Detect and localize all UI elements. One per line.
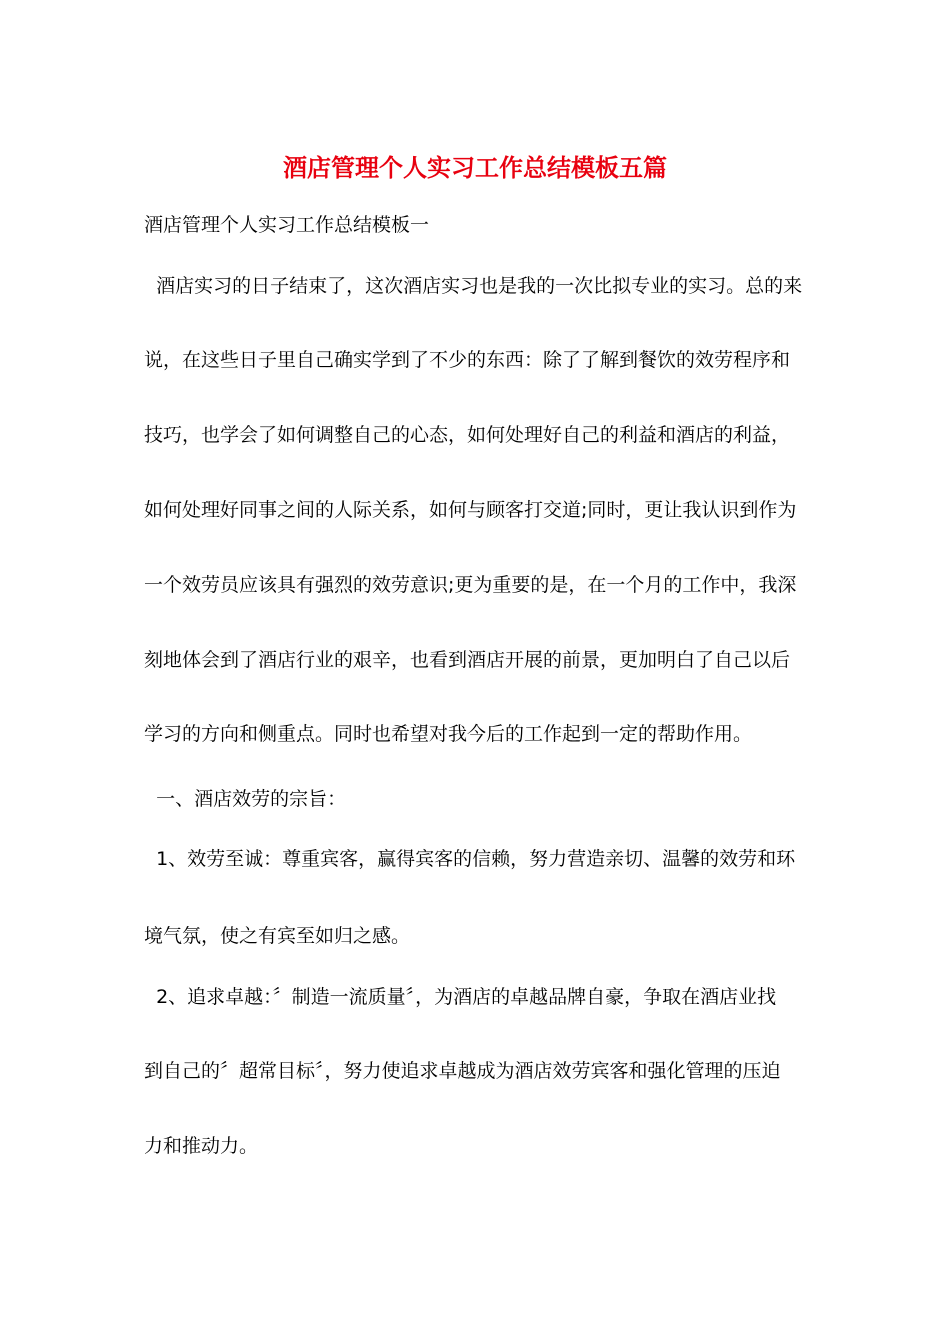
- paragraph-line: 学习的方向和侧重点。同时也希望对我今后的工作起到一定的帮助作用。: [144, 723, 753, 745]
- paragraph-line: 酒店实习的日子结束了，这次酒店实习也是我的一次比拟专业的实习。总的来: [144, 275, 803, 297]
- paragraph-line: 技巧，也学会了如何调整自己的心态，如何处理好自己的利益和酒店的利益，: [144, 424, 791, 446]
- list-item-line: 到自己的〞超常目标〞，努力使追求卓越成为酒店效劳宾客和强化管理的压迫: [144, 1060, 781, 1082]
- list-item-line: 境气氛，使之有宾至如归之感。: [144, 925, 411, 947]
- document-title: 酒店管理个人实习工作总结模板五篇: [283, 153, 667, 182]
- list-item-line: 力和推动力。: [144, 1135, 259, 1157]
- paragraph-line: 如何处理好同事之间的人际关系，如何与顾客打交道;同时，更让我认识到作为: [144, 499, 797, 521]
- paragraph-line: 说，在这些日子里自己确实学到了不少的东西：除了了解到餐饮的效劳程序和: [144, 349, 791, 371]
- list-item-line: 2、追求卓越：〞制造一流质量〞，为酒店的卓越品牌自豪，争取在酒店业找: [144, 986, 777, 1008]
- list-heading: 一、酒店效劳的宗旨：: [144, 788, 347, 810]
- paragraph-line: 刻地体会到了酒店行业的艰辛，也看到酒店开展的前景，更加明白了自己以后: [144, 649, 791, 671]
- paragraph-line: 一个效劳员应该具有强烈的效劳意识;更为重要的是，在一个月的工作中，我深: [144, 574, 797, 596]
- list-item-line: 1、效劳至诚：尊重宾客，赢得宾客的信赖，努力营造亲切、温馨的效劳和环: [144, 848, 796, 870]
- section-heading: 酒店管理个人实习工作总结模板一: [144, 214, 430, 236]
